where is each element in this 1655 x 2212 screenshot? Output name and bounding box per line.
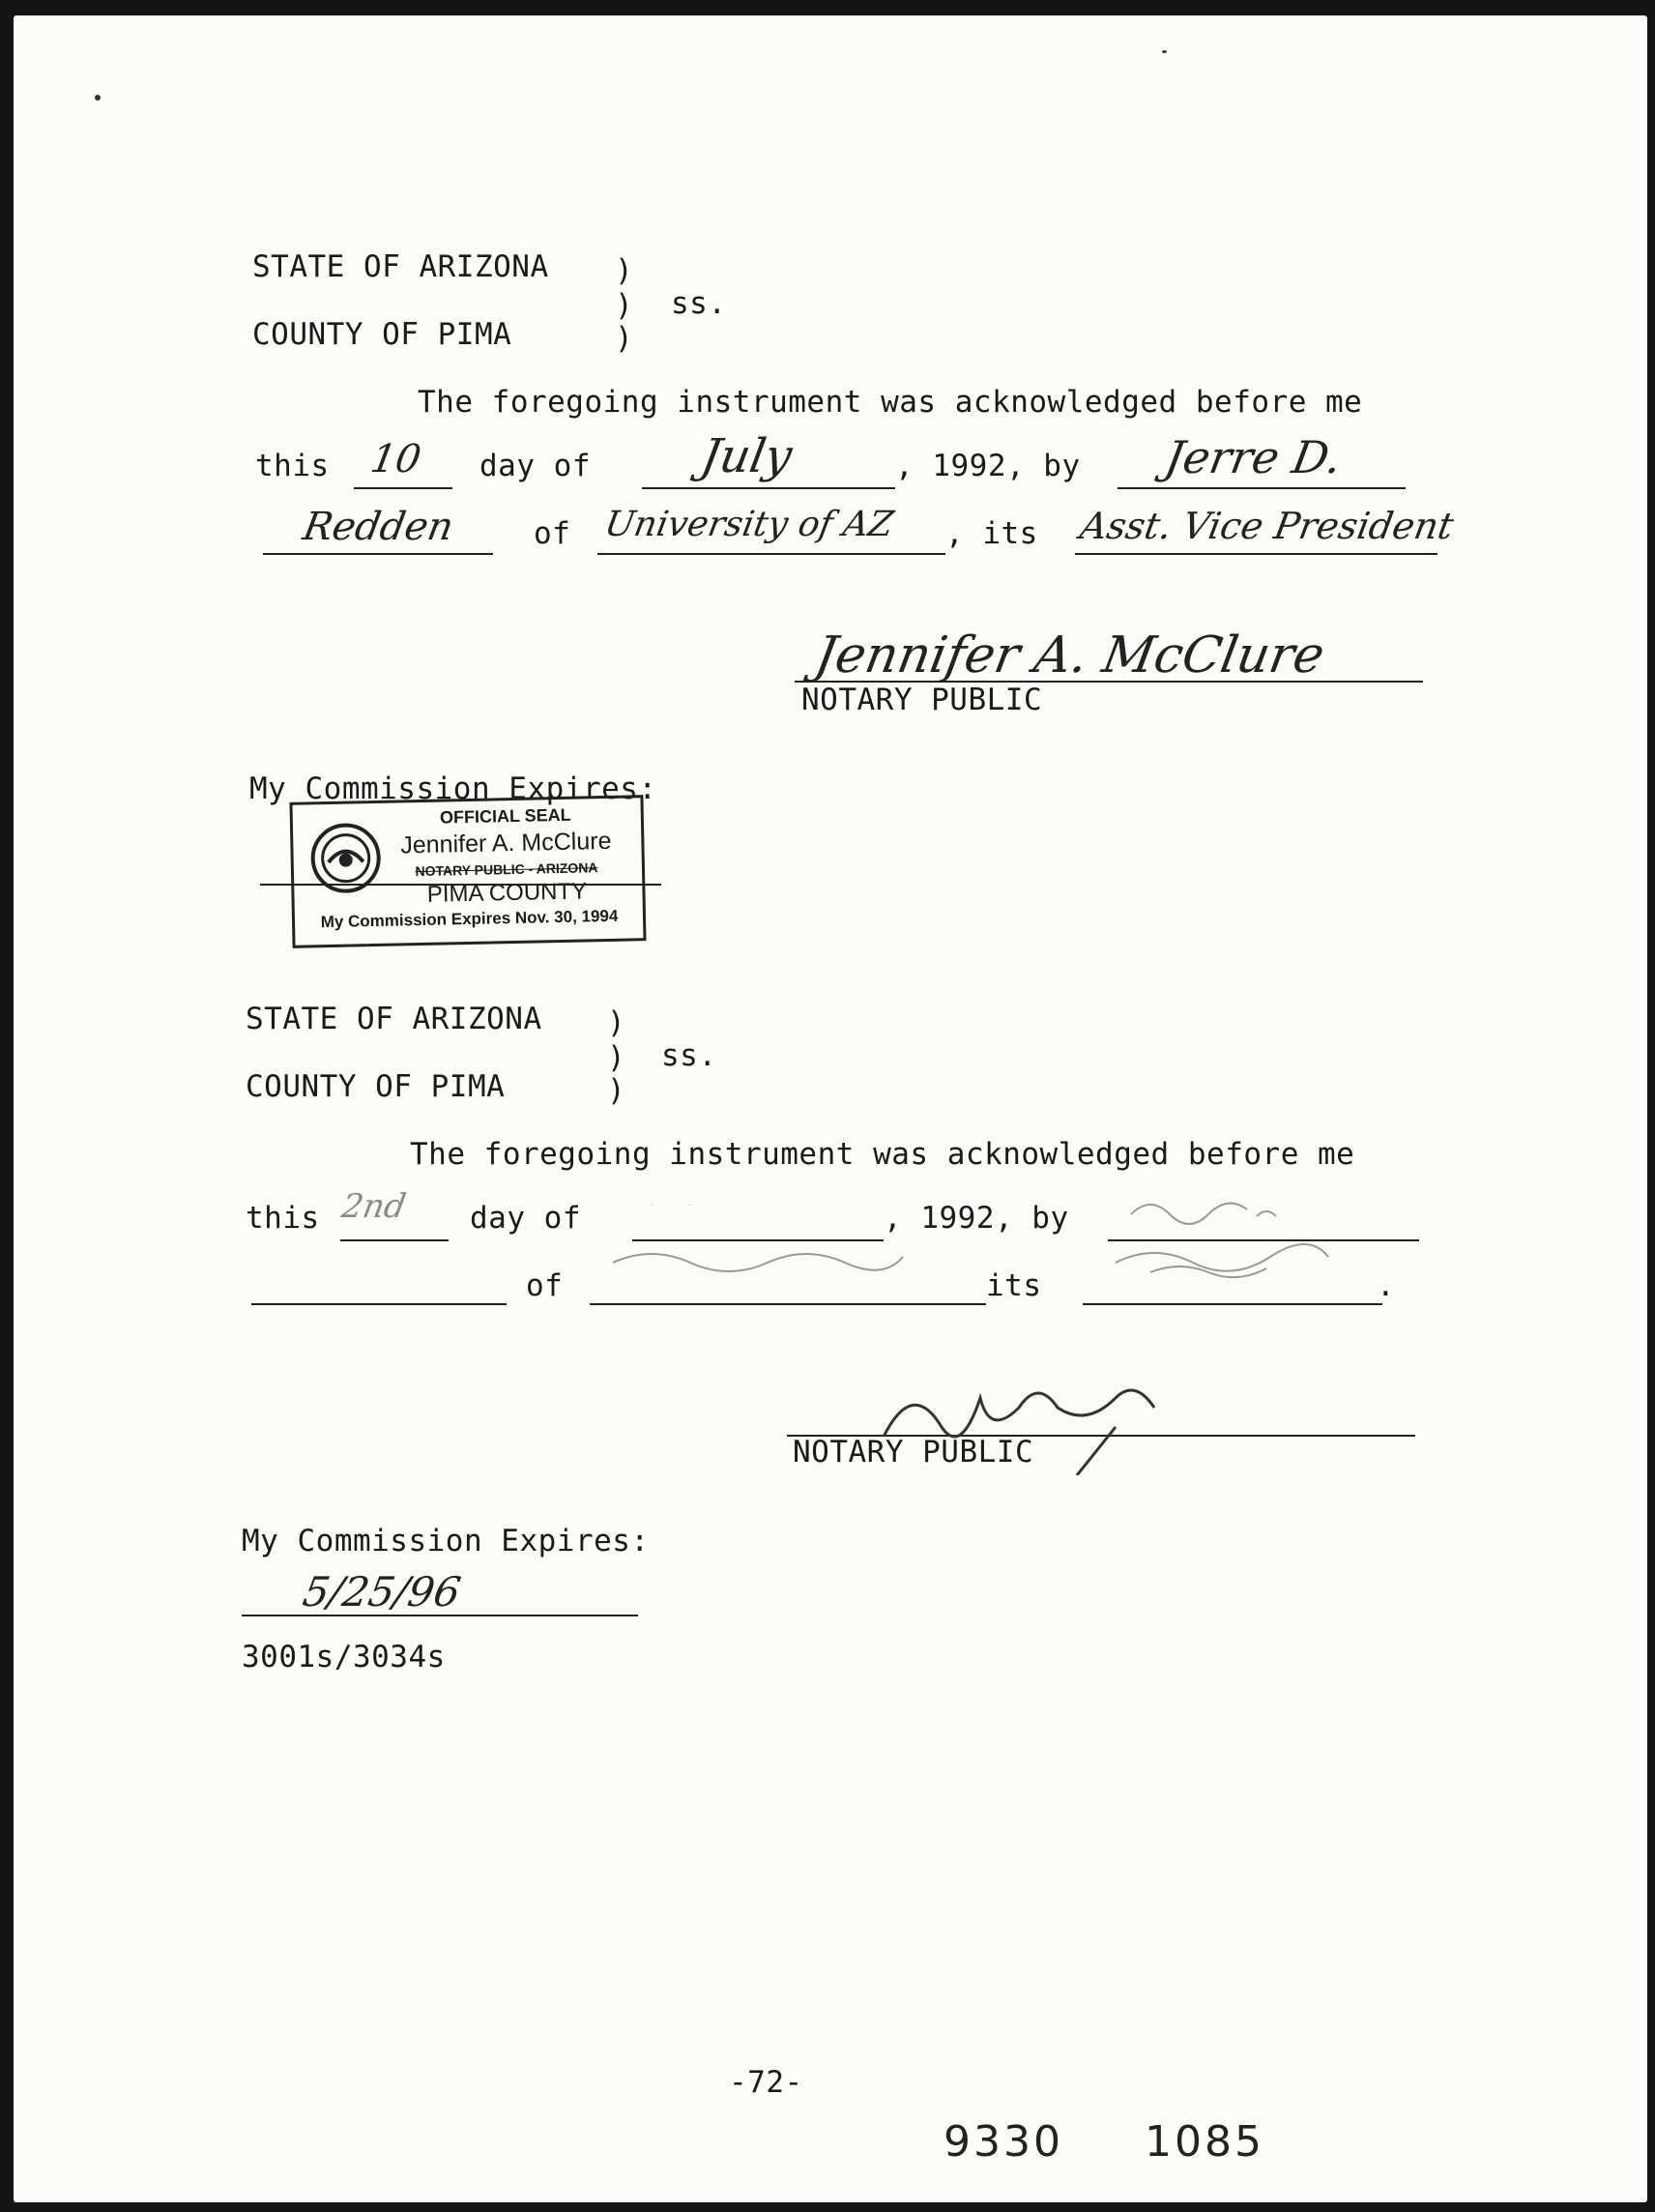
page-number: -72-: [729, 2065, 803, 2100]
this-label-2: this: [246, 1201, 320, 1236]
name-handwritten-1a: Jerre D.: [1161, 431, 1347, 483]
notary-public-label-1: NOTARY PUBLIC: [801, 683, 1043, 717]
document-page: [14, 15, 1647, 2202]
illegible-handwriting: [594, 1205, 1386, 1282]
notary-signature-1: Jennifer A. McClure: [810, 626, 1329, 684]
name-handwritten-1b: Redden: [299, 505, 457, 549]
notary-public-label-2: NOTARY PUBLIC: [793, 1435, 1034, 1470]
seal-strike-line: [260, 884, 661, 886]
document-number-b: 1085: [1145, 2117, 1264, 2167]
of-label-2: of: [526, 1268, 564, 1303]
month-handwritten-1: July: [697, 429, 797, 483]
year-by-label: , 1992, by: [895, 449, 1081, 483]
paren: ): [615, 288, 633, 323]
its-label: , its: [945, 516, 1038, 551]
day-handwritten-1: 10: [366, 437, 424, 481]
paren: ): [607, 1040, 625, 1075]
period: .: [1377, 1268, 1396, 1303]
seal-notary-state: NOTARY PUBLIC - ARIZONA: [415, 859, 598, 880]
paren: ): [615, 321, 633, 356]
year-by-label-2: , 1992, by: [884, 1201, 1069, 1236]
this-label: this: [255, 449, 330, 483]
acknowledgment-intro-1: The foregoing instrument was acknowledged before me: [418, 385, 1363, 420]
state-label-1: STATE OF ARIZONA: [252, 249, 549, 284]
speck: [1162, 50, 1167, 53]
seal-name: Jennifer A. McClure: [400, 827, 612, 859]
official-seal-stamp: [289, 795, 646, 948]
name-blank-4: [251, 1265, 507, 1305]
county-label-2: COUNTY OF PIMA: [246, 1069, 506, 1104]
ss-label-2: ss.: [661, 1038, 717, 1073]
acknowledgment-intro-2: The foregoing instrument was acknowledged before me: [410, 1137, 1355, 1172]
state-label-2: STATE OF ARIZONA: [246, 1002, 542, 1036]
commission-expires-label-1: My Commission Expires:: [249, 771, 657, 806]
ss-label-1: ss.: [671, 286, 727, 321]
seal-title: OFFICIAL SEAL: [439, 804, 571, 828]
reference-code: 3001s/3034s: [242, 1640, 446, 1674]
speck: [95, 95, 101, 101]
paren: ): [615, 253, 633, 288]
commission-expires-label-2: My Commission Expires:: [242, 1524, 650, 1558]
day-handwritten-2: 2nd: [338, 1187, 409, 1226]
title-handwritten-1: Asst. Vice President: [1077, 505, 1457, 547]
seal-county: PIMA COUNTY: [426, 878, 588, 908]
paren: ): [607, 1073, 625, 1108]
day-of-label: day of: [479, 449, 591, 483]
document-number-a: 9330: [944, 2117, 1063, 2167]
of-label: of: [534, 516, 571, 551]
day-of-label-2: day of: [470, 1201, 581, 1236]
seal-expiration: My Commission Expires Nov. 30, 1994: [320, 906, 619, 932]
org-handwritten-1: University of AZ: [601, 505, 897, 544]
its-label-2: its: [986, 1268, 1042, 1303]
paren: ): [607, 1005, 625, 1040]
county-label-1: COUNTY OF PIMA: [252, 317, 512, 352]
expires-handwritten: 5/25/96: [299, 1568, 465, 1615]
